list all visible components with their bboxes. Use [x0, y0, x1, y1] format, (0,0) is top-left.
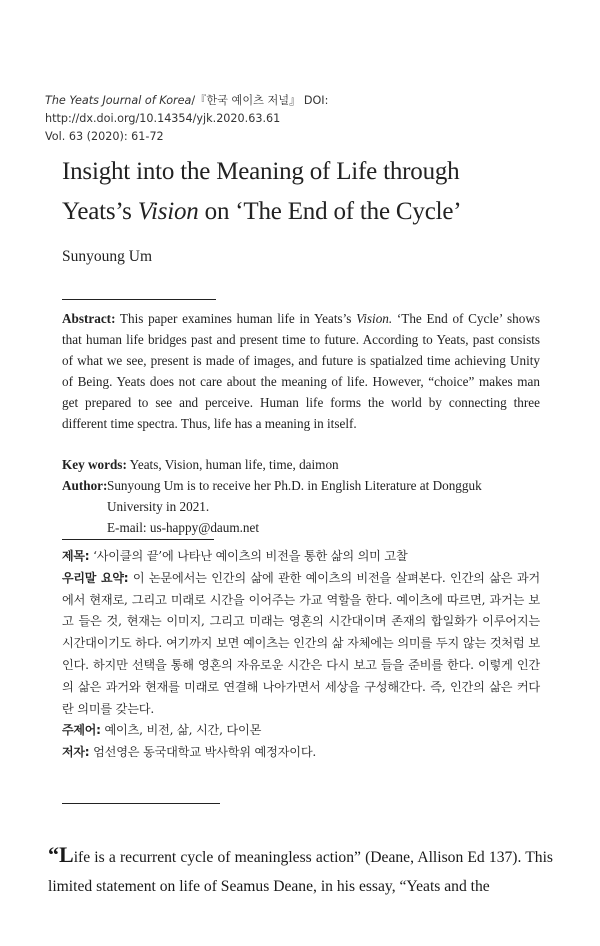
title-part-c: on ‘The End of the Cycle’: [198, 198, 462, 225]
paper-title: [62, 152, 562, 232]
author-name: Sunyoung Um: [62, 248, 152, 265]
korean-summary-text: 이 논문에서는 인간의 삶에 관한 예이츠의 비전을 살펴본다. 인간의 삶은 과거에서 현재로, 그리고 미래로 시간을 이어주는 가교 역할을 한다. 예이츠에 따르면, 과거는 보고 들은 것, 현재는 이미지, 그리고 미래는 영혼의 시간대이며 존재의 합일화가 이루어지는 시간대이기도 하다. 여기까지 보면 예이츠는 인간의 삶 자체에는 의미를 두지 않는 것처럼 보인다. 하지만 선택을 통해 영혼의 자유로운 시간은 다시 보고 들을 준비를 한다. 이렇게 인간의 삶은 과거와 현재를 미래로 연결해 나아가면서 세상을 구성해간다. 즉, 인간의 삶은 커다란 의미를 갖는다.: [62, 570, 540, 716]
keywords: [62, 454, 540, 475]
abstract-text-vision: Vision.: [356, 311, 393, 326]
divider-rule-top: [62, 299, 216, 300]
keywords-text: Yeats, Vision, human life, time, daimon: [126, 457, 339, 472]
journal-citation-line: [45, 92, 565, 128]
korean-author-text: 엄선영은 동국대학교 박사학위 예정자이다.: [89, 745, 317, 760]
korean-author: [62, 742, 540, 764]
dropcap-letter: L: [59, 842, 74, 867]
author-email: E-mail: us-happy@daum.net: [107, 520, 260, 535]
korean-title-label: 제목:: [62, 549, 90, 563]
author-info-text: Sunyoung Um is to receive her Ph.D. in English Literature at Dongguk University in 2021.: [107, 478, 482, 514]
keywords-label: Key words:: [62, 457, 127, 472]
journal-name-kr-doi: /『한국 예이츠 저널』 DOI: http://dx.doi.org/10.14354/yjk.2020.63.61: [45, 94, 329, 125]
journal-name-en: The Yeats Journal of Korea: [45, 94, 192, 107]
korean-author-label: 저자:: [62, 745, 90, 760]
divider-rule-middle: [62, 539, 214, 540]
author-info-label: Author:: [62, 478, 108, 493]
title-line-1: Insight into the Meaning of Life through: [62, 158, 460, 185]
title-part-a: Yeats’s: [62, 198, 138, 225]
korean-title: [62, 546, 540, 568]
korean-summary-label: 우리말 요약:: [62, 570, 129, 585]
volume-line: Vol. 63 (2020): 61-72: [45, 130, 164, 143]
korean-title-text: ‘사이클의 끝’에 나타난 예이츠의 비전을 통한 삶의 의미 고찰: [89, 549, 408, 563]
abstract: [62, 308, 540, 435]
korean-keywords-label: 주제어:: [62, 723, 101, 738]
title-part-vision: Vision: [137, 198, 199, 225]
korean-keywords-text: 예이츠, 비전, 삶, 시간, 다이몬: [100, 723, 262, 738]
body-text: [48, 840, 553, 901]
abstract-label: Abstract:: [62, 311, 116, 326]
abstract-text-c: ‘The End of Cycle’ shows that human life bridges past and present time to future. According to Yeats, past consists of what we see, present is made of images, and future is spatialzed time achieving Unity of Being. Yeats does not care about the meaning of life. However, “choice” makes man get prepared to see and perceive. Human life forms the world by connecting three different time spectra. Thus, life has a meaning in itself.: [62, 311, 540, 432]
author-info-body: [107, 475, 540, 538]
divider-rule-bottom: [62, 803, 220, 804]
open-quote: “: [48, 842, 59, 867]
korean-abstract: [62, 546, 540, 764]
body-paragraph: ife is a recurrent cycle of meaningless action” (Deane, Allison Ed 137). This limited statement on life of Seamus Deane, in his essay, “Yeats and the: [48, 849, 553, 895]
title-line-2: [62, 192, 562, 232]
author-info: [62, 475, 540, 538]
korean-keywords: [62, 720, 540, 742]
journal-header: [45, 92, 565, 146]
abstract-text-a: This paper examines human life in Yeats’s: [115, 311, 357, 326]
korean-summary: [62, 568, 540, 721]
